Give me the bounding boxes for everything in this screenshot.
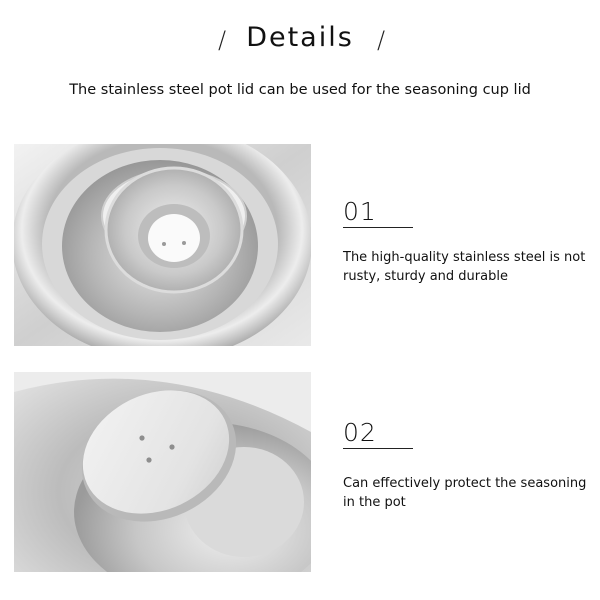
page-title: Details — [246, 22, 354, 53]
page-subtitle: The stainless steel pot lid can be used for the seasoning cup lid — [69, 82, 531, 98]
right-slash-decoration: / — [377, 26, 386, 54]
feature-divider-01 — [343, 227, 413, 228]
feature-description-01: The high-quality stainless steel is not rusty, sturdy and durable — [343, 250, 586, 284]
feature-description-02: Can effectively protect the seasoning in the pot — [343, 476, 587, 510]
steel-cup-top-view-icon — [14, 144, 311, 346]
perforated-lid-icon — [14, 372, 311, 572]
feature-number-02: 02 — [343, 418, 377, 447]
left-slash-decoration: / — [218, 26, 227, 54]
feature-divider-02 — [343, 448, 413, 449]
feature-number-01: 01 — [343, 197, 377, 226]
header — [0, 22, 600, 62]
